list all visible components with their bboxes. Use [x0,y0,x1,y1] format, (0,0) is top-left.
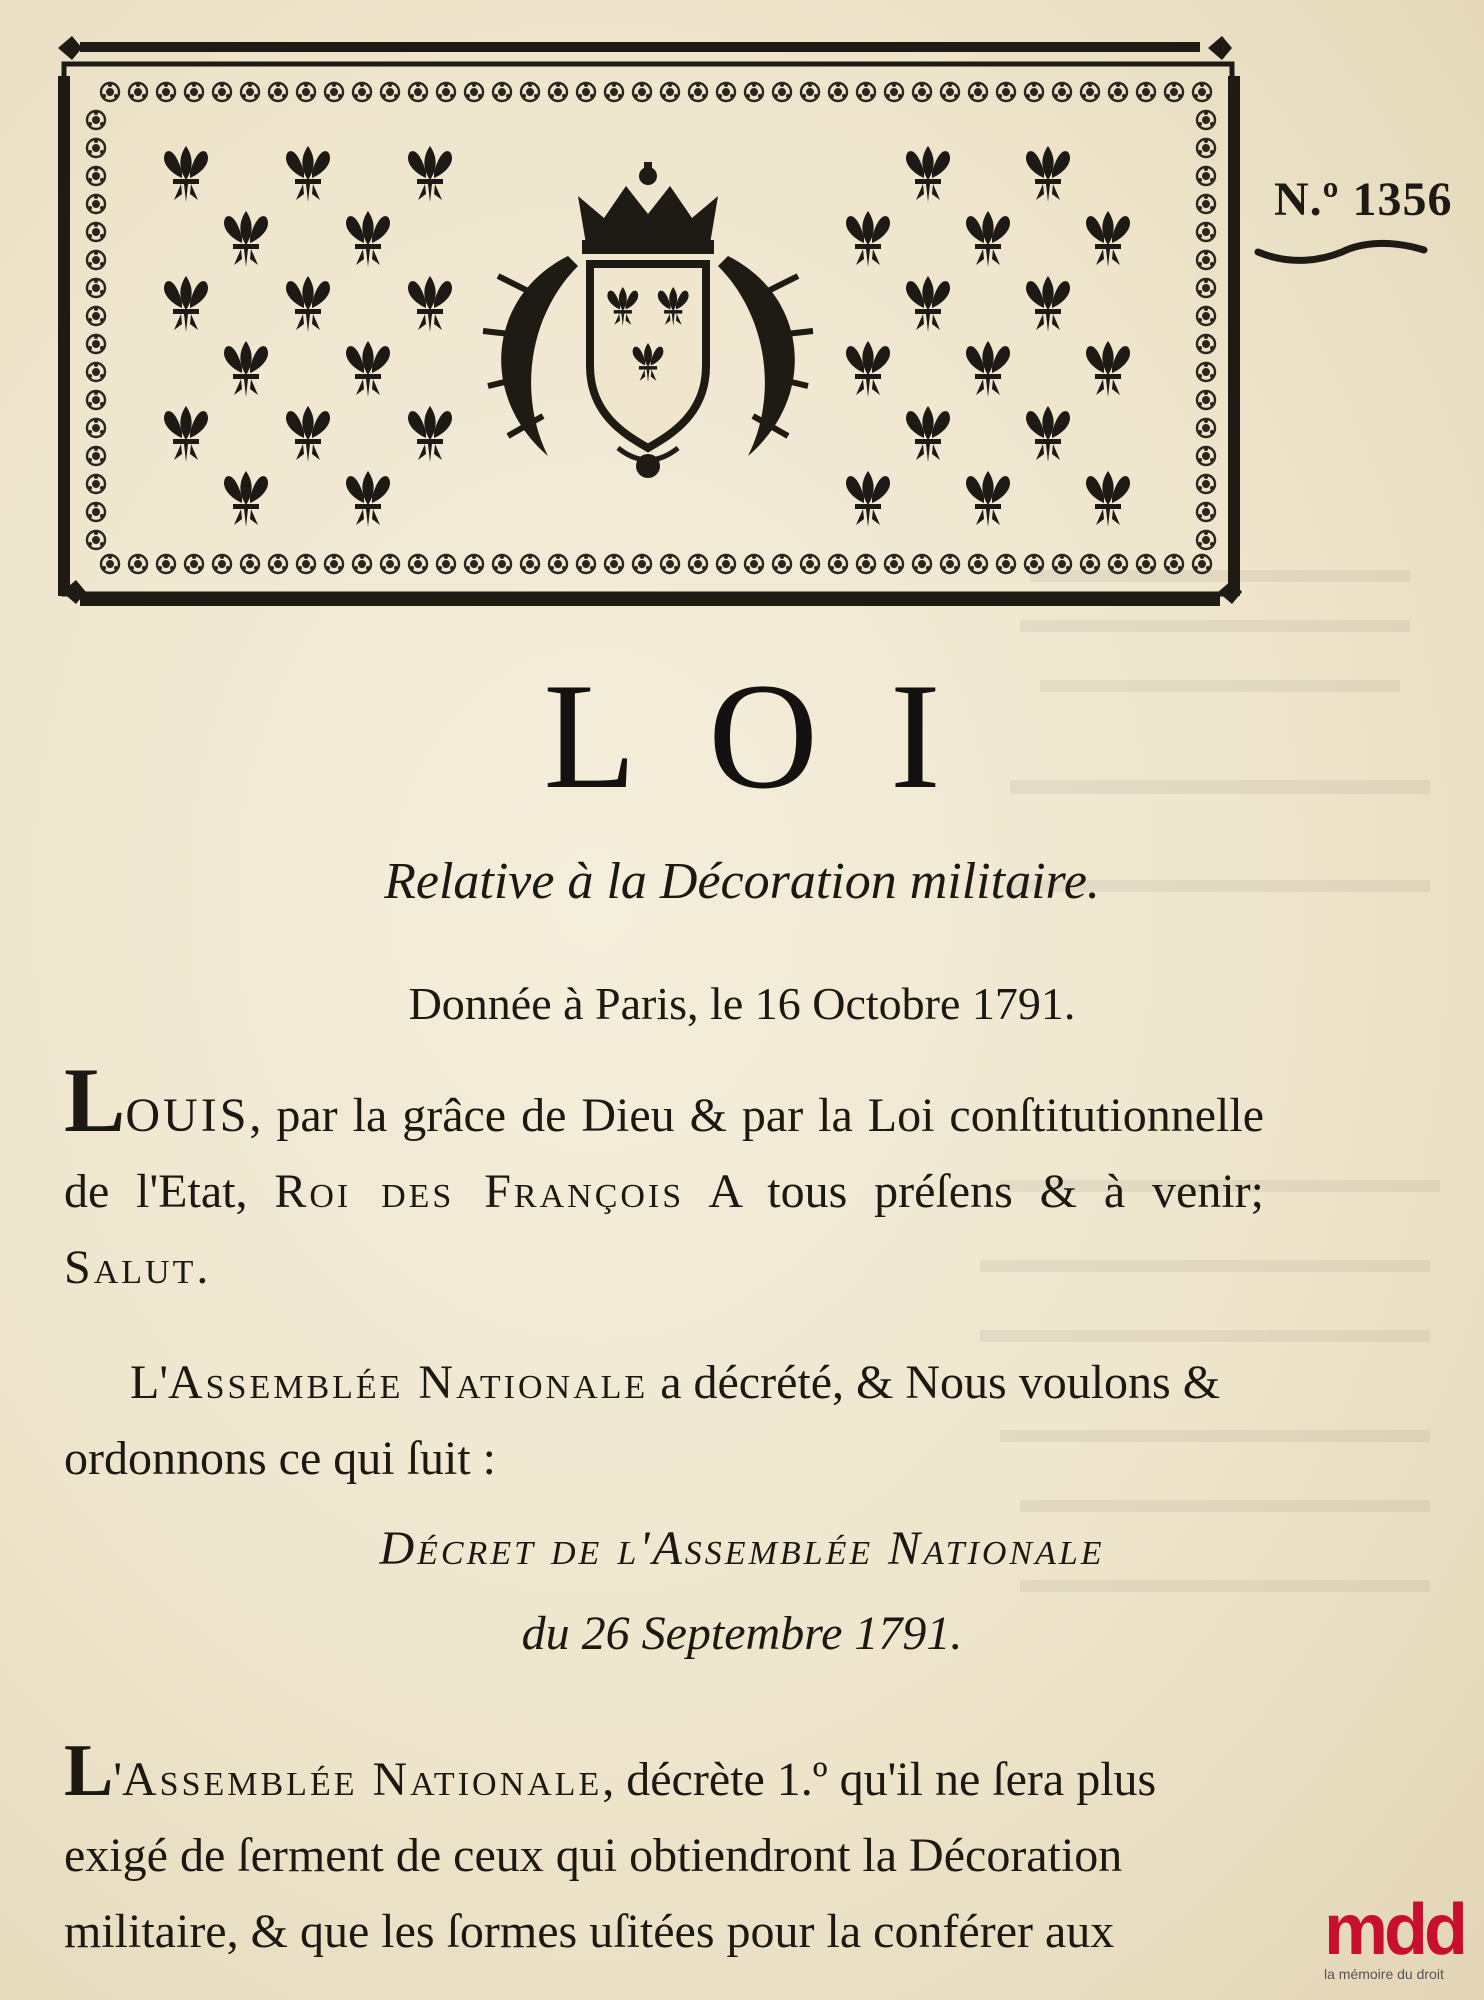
preamble-text: conſtitutionnelle de l'Etat, [64,1089,1265,1218]
salutation: Salut. [64,1241,212,1294]
preamble-paragraph [64,1049,1265,1306]
decree-heading: Décret de l'Assemblée Nationale [379,1522,1105,1575]
assembly-name: Assemblée Nationale [122,1753,603,1806]
decree-date: du 26 Septembre 1791. [521,1607,963,1660]
mdd-watermark-logo [1324,1890,1474,1994]
fleur-de-lis-field-left [164,146,452,527]
intro-text: L' [130,1356,168,1409]
decree-body-paragraph [64,1730,1264,1970]
document-number: N.º 1356 [1274,173,1453,226]
logo-mark: mdd [1324,1890,1464,1970]
dropcap: L [64,1049,126,1151]
number-swash-ornament [1252,232,1432,272]
preamble-text: A tous préſens & à venir; [708,1165,1264,1218]
logo-caption: la mémoire du droit [1324,1966,1444,1982]
date-line: Donnée à Paris, le 16 Octobre 1791. [408,978,1076,1029]
fleur-de-lis-field-right [846,146,1130,527]
document-title: LOI [543,652,1013,820]
royal-coat-of-arms [483,162,813,478]
body-text: , décrète 1.º qu'il ne ſera plus exigé de ſerment de ceux qui obtiendront la Décoration militaire, & que les ſormes uſitées pour la conférer aux [64,1753,1157,1958]
king-name: OUIS [125,1089,250,1142]
body-text: ' [113,1753,123,1806]
decree-intro-paragraph [64,1345,1264,1497]
preamble-text: , par la grâce de Dieu & par la Loi [249,1089,935,1142]
ornamental-banner [58,36,1255,610]
assembly-name: Assemblée Nationale [167,1356,649,1409]
dropcap: L [64,1730,114,1812]
king-title: Roi des François [274,1165,685,1218]
document-subtitle: Relative à la Décoration militaire. [384,853,1100,910]
intro-text: a décrété, & Nous voulons & ordonnons ce qui ſuit : [64,1356,1221,1485]
